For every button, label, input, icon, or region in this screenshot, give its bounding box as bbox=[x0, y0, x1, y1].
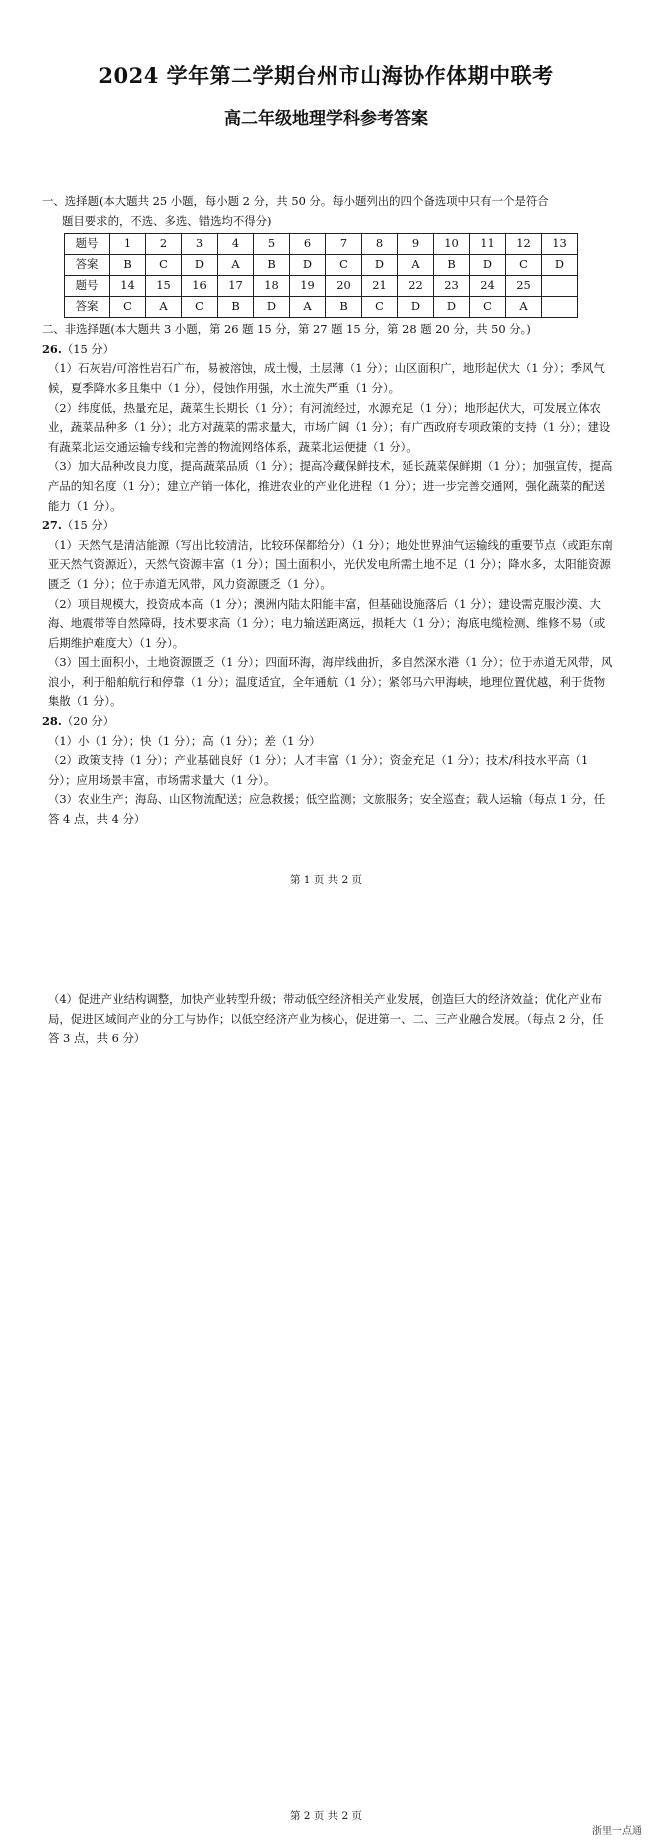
table-cell: D bbox=[362, 255, 398, 276]
table-cell: 17 bbox=[218, 276, 254, 297]
answer-paragraph: （2）纬度低，热量充足，蔬菜生长期长（1 分）；有河流经过，水源充足（1 分）；地形起伏大，可发展立体农业，蔬菜品种多（1 分）；北方对蔬菜的需求量大，市场广阔（1 分）；有广西政府专项政策的支持（1 分）；建设有蔬菜北运交通运输专线和完善的物流网络体系，蔬菜北运便捷（1 分）。 bbox=[48, 400, 611, 454]
table-row bbox=[65, 255, 578, 276]
table-cell: B bbox=[110, 255, 146, 276]
table-cell: 12 bbox=[506, 234, 542, 255]
table-cell: 25 bbox=[506, 276, 542, 297]
table-cell: D bbox=[254, 297, 290, 318]
table-cell: C bbox=[182, 297, 218, 318]
page-footer-1: 第 1 页 共 2 页 bbox=[289, 874, 363, 886]
table-cell: 6 bbox=[290, 234, 326, 255]
table-header-cell: 题号 bbox=[65, 276, 110, 297]
table-cell: A bbox=[506, 297, 542, 318]
table-cell bbox=[542, 276, 578, 297]
table-cell: B bbox=[434, 255, 470, 276]
table-header-cell: 答案 bbox=[65, 255, 110, 276]
table-cell: 3 bbox=[182, 234, 218, 255]
watermark-text: 浙里一点通 bbox=[592, 1826, 642, 1837]
question-26 bbox=[42, 340, 614, 516]
answer-paragraph: （3）国土面积小，土地资源匮乏（1 分）；四面环海，海岸线曲折，多自然深水港（1 分）；位于赤道无风带，风浪小，利于船舶航行和停靠（1 分）；温度适宜，全年通航（1 分）；紧邻马六甲海峡，地理位置优越，利于货物集散（1 分）。 bbox=[48, 655, 613, 709]
table-cell: 13 bbox=[542, 234, 578, 255]
table-cell: A bbox=[290, 297, 326, 318]
question-score: （15 分） bbox=[61, 341, 115, 356]
question-score: （15 分） bbox=[61, 518, 115, 533]
section1-instruction-line1: 一、选择题(本大题共 25 小题，每小题 2 分，共 50 分。每小题列出的四个备选项中只有一个是符合 bbox=[42, 194, 549, 208]
table-cell: A bbox=[398, 255, 434, 276]
table-cell: C bbox=[146, 255, 182, 276]
table-cell bbox=[542, 297, 578, 318]
question-28 bbox=[42, 712, 614, 830]
question-number: 27. bbox=[42, 518, 62, 533]
table-cell: 1 bbox=[110, 234, 146, 255]
table-cell: 21 bbox=[362, 276, 398, 297]
table-cell: B bbox=[218, 297, 254, 318]
section2-instruction: 二、非选择题(本大题共 3 小题，第 26 题 15 分，第 27 题 15 分，第 28 题 20 分，共 50 分。) bbox=[42, 322, 531, 337]
answer-content-page-1 bbox=[42, 192, 614, 830]
question-score: （20 分） bbox=[61, 714, 115, 729]
document-title: 2024 学年第二学期台州市山海协作体期中联考 bbox=[98, 63, 554, 88]
table-cell: 18 bbox=[254, 276, 290, 297]
answer-paragraph: （3）加大品种改良力度，提高蔬菜品质（1 分）；提高冷藏保鲜技术，延长蔬菜保鲜期（1 分）；加强宣传，提高产品的知名度（1 分）；建立产销一体化，推进农业的产业化进程（1 分）；进一步完善交通网，强化蔬菜的配送能力（1 分）。 bbox=[48, 459, 613, 513]
table-cell: C bbox=[326, 255, 362, 276]
table-row bbox=[65, 276, 578, 297]
table-cell: D bbox=[290, 255, 326, 276]
table-header-cell: 答案 bbox=[65, 297, 110, 318]
table-cell: D bbox=[542, 255, 578, 276]
table-cell: 7 bbox=[326, 234, 362, 255]
table-cell: A bbox=[218, 255, 254, 276]
table-cell: C bbox=[470, 297, 506, 318]
table-cell: 8 bbox=[362, 234, 398, 255]
question-number: 26. bbox=[42, 341, 62, 356]
table-cell: 14 bbox=[110, 276, 146, 297]
table-cell: D bbox=[182, 255, 218, 276]
answer-paragraph: （4）促进产业结构调整，加快产业转型升级；带动低空经济相关产业发展，创造巨大的经济效益；优化产业布局，促进区域间产业的分工与协作；以低空经济产业为核心，促进第一、二、三产业融合发展。（每点 2 分，任答 3 点，共 6 分） bbox=[48, 992, 604, 1046]
section1-instruction bbox=[42, 192, 614, 231]
table-cell: D bbox=[398, 297, 434, 318]
table-cell: 10 bbox=[434, 234, 470, 255]
section1-instruction-line2: 题目要求的，不选、多选、错选均不得分) bbox=[62, 213, 272, 228]
table-cell: 5 bbox=[254, 234, 290, 255]
table-header-cell: 题号 bbox=[65, 234, 110, 255]
question-27 bbox=[42, 516, 614, 712]
answer-paragraph: （2）项目规模大，投资成本高（1 分）；澳洲内陆太阳能丰富，但基础设施落后（1 分）；建设需克服沙漠、大海、地震带等自然障碍，技术要求高（1 分）；电力输送距离远，损耗大（1 分）；海底电缆检测、维修不易（或后期维护难度大）（1 分）。 bbox=[48, 596, 606, 650]
table-cell: 15 bbox=[146, 276, 182, 297]
table-cell: C bbox=[110, 297, 146, 318]
table-cell: B bbox=[326, 297, 362, 318]
page-footer-2: 第 2 页 共 2 页 bbox=[289, 1810, 363, 1822]
answer-paragraph: （1）天然气是清洁能源（写出比较清洁，比较环保都给分）（1 分）；地处世界油气运输线的重要节点（或距东南亚天然气资源近），天然气资源丰富（1 分）；国土面积小，光伏发电所需土地不足（1 分）；降水多，太阳能资源匮乏（1 分）；位于赤道无风带，风力资源匮乏（1 分）。 bbox=[48, 537, 613, 591]
table-cell: C bbox=[362, 297, 398, 318]
table-cell: 11 bbox=[470, 234, 506, 255]
table-cell: 23 bbox=[434, 276, 470, 297]
answer-paragraph: （1）小（1 分）；快（1 分）；高（1 分）；差（1 分） bbox=[48, 733, 321, 748]
table-cell: 2 bbox=[146, 234, 182, 255]
table-cell: 16 bbox=[182, 276, 218, 297]
table-cell: A bbox=[146, 297, 182, 318]
answer-paragraph: （3）农业生产；海岛、山区物流配送；应急救援；低空监测；文旅服务；安全巡查；载人运输（每点 1 分，任答 4 点，共 4 分） bbox=[48, 792, 606, 827]
table-row bbox=[65, 297, 578, 318]
table-cell: 4 bbox=[218, 234, 254, 255]
table-cell: 9 bbox=[398, 234, 434, 255]
table-cell: B bbox=[254, 255, 290, 276]
answer-content-page-2 bbox=[42, 990, 614, 1049]
document-subtitle: 高二年级地理学科参考答案 bbox=[224, 109, 428, 129]
answer-table bbox=[64, 233, 578, 318]
table-cell: 20 bbox=[326, 276, 362, 297]
answer-paragraph: （1）石灰岩/可溶性岩石广布，易被溶蚀，成土慢，土层薄（1 分）；山区面积广，地形起伏大（1 分）；季风气候，夏季降水多且集中（1 分），侵蚀作用强，水土流失严重（1 分）。 bbox=[48, 361, 605, 395]
question-number: 28. bbox=[42, 714, 62, 729]
table-cell: D bbox=[470, 255, 506, 276]
table-cell: 19 bbox=[290, 276, 326, 297]
table-cell: D bbox=[434, 297, 470, 318]
table-cell: 24 bbox=[470, 276, 506, 297]
table-cell: C bbox=[506, 255, 542, 276]
table-cell: 22 bbox=[398, 276, 434, 297]
answer-paragraph: （2）政策支持（1 分）；产业基础良好（1 分）；人才丰富（1 分）；资金充足（1 分）；技术/科技水平高（1 分）；应用场景丰富，市场需求量大（1 分）。 bbox=[48, 753, 589, 787]
table-row bbox=[65, 234, 578, 255]
